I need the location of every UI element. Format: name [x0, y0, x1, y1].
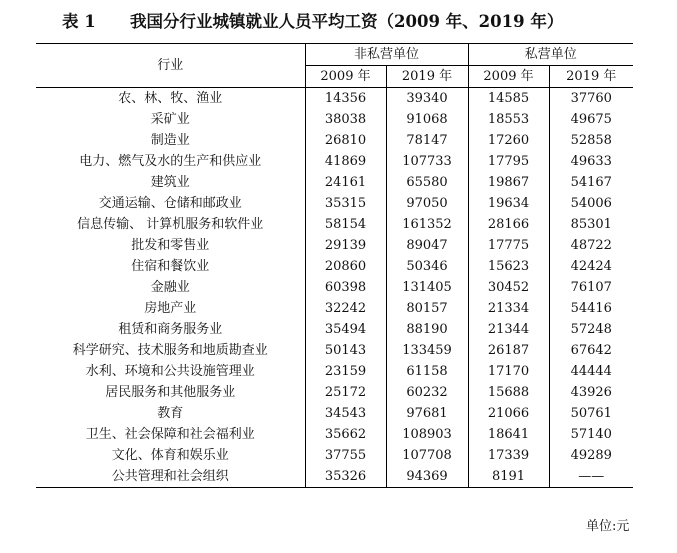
wage-value-cell: 39340 — [386, 88, 468, 110]
wage-value-cell: 21344 — [468, 319, 549, 340]
wage-value-cell: 41869 — [305, 151, 386, 172]
wage-table — [36, 43, 633, 488]
industry-cell: 公共管理和社会组织 — [36, 466, 305, 488]
group-header-nonprivate: 非私营单位 — [305, 44, 468, 66]
wage-value-cell: 91068 — [386, 109, 468, 130]
wage-value-cell: 38038 — [305, 109, 386, 130]
wage-value-cell: 23159 — [305, 361, 386, 382]
wage-value-cell: 19634 — [468, 193, 549, 214]
table-number: 表 1 — [62, 12, 96, 31]
group-header-private: 私营单位 — [468, 44, 633, 66]
table-row — [36, 130, 633, 151]
wage-value-cell: 108903 — [386, 424, 468, 445]
wage-value-cell: 17170 — [468, 361, 549, 382]
wage-value-cell: 58154 — [305, 214, 386, 235]
industry-header: 行业 — [36, 44, 305, 88]
wage-value-cell: 17795 — [468, 151, 549, 172]
wage-value-cell: 35315 — [305, 193, 386, 214]
wage-value-cell: 21066 — [468, 403, 549, 424]
wage-value-cell: 26810 — [305, 130, 386, 151]
table-row — [36, 361, 633, 382]
industry-cell: 租赁和商务服务业 — [36, 319, 305, 340]
industry-cell: 采矿业 — [36, 109, 305, 130]
wage-value-cell: 37755 — [305, 445, 386, 466]
wage-value-cell: 49675 — [570, 112, 612, 127]
year-header: 2019 年 — [549, 66, 633, 88]
year-header: 2009 年 — [305, 66, 386, 88]
wage-value-cell: 161352 — [386, 214, 468, 235]
industry-cell: 金融业 — [36, 277, 305, 298]
table-title — [0, 8, 677, 34]
table-row — [36, 88, 633, 110]
industry-cell: 水利、环境和公共设施管理业 — [36, 361, 305, 382]
wage-value-cell: 50143 — [305, 340, 386, 361]
wage-value-cell: 20860 — [305, 256, 386, 277]
wage-value-cell: 54416 — [570, 301, 612, 316]
table-row — [36, 151, 633, 172]
industry-cell: 电力、燃气及水的生产和供应业 — [36, 151, 305, 172]
industry-cell: 住宿和餐饮业 — [36, 256, 305, 277]
wage-value-cell: 35662 — [305, 424, 386, 445]
wage-value-cell: 14585 — [468, 88, 549, 110]
wage-value-cell: 35494 — [305, 319, 386, 340]
table-caption: 我国分行业城镇就业人员平均工资（2009 年、2019 年） — [130, 12, 564, 31]
table-row — [36, 235, 633, 256]
wage-value-cell: 50761 — [570, 406, 612, 421]
table-body — [36, 88, 633, 488]
year-header: 2009 年 — [468, 66, 549, 88]
table-row — [36, 466, 633, 488]
wage-value-cell: 19867 — [468, 172, 549, 193]
wage-value-cell: 50346 — [386, 256, 468, 277]
table-row — [36, 109, 633, 130]
wage-value-cell: 54006 — [570, 196, 612, 211]
wage-value-cell: 28166 — [468, 214, 549, 235]
wage-value-cell: 88190 — [386, 319, 468, 340]
wage-value-cell: 60232 — [386, 382, 468, 403]
wage-value-cell: 57140 — [570, 427, 612, 442]
wage-value-cell: 25172 — [305, 382, 386, 403]
wage-value-cell: 94369 — [386, 466, 468, 488]
industry-cell: 科学研究、技术服务和地质勘查业 — [36, 340, 305, 361]
wage-value-cell: 8191 — [468, 466, 549, 488]
wage-value-cell: 14356 — [305, 88, 386, 110]
table-row — [36, 214, 633, 235]
wage-value-cell: 49289 — [570, 448, 612, 463]
wage-value-cell: 97050 — [386, 193, 468, 214]
year-header: 2019 年 — [386, 66, 468, 88]
industry-cell: 农、林、牧、渔业 — [36, 88, 305, 110]
table-row — [36, 382, 633, 403]
table-row — [36, 277, 633, 298]
wage-value-cell: 80157 — [386, 298, 468, 319]
wage-value-cell: 24161 — [305, 172, 386, 193]
wage-value-cell: 85301 — [570, 217, 612, 232]
industry-cell: 信息传输、 计算机服务和软件业 — [36, 214, 305, 235]
table-row — [36, 319, 633, 340]
table-row — [36, 256, 633, 277]
wage-value-cell: 15623 — [468, 256, 549, 277]
wage-value-cell: 107708 — [386, 445, 468, 466]
industry-cell: 交通运输、仓储和邮政业 — [36, 193, 305, 214]
wage-value-cell: 29139 — [305, 235, 386, 256]
wage-value-cell: 133459 — [386, 340, 468, 361]
wage-value-cell: 107733 — [386, 151, 468, 172]
wage-value-cell: 49633 — [570, 154, 612, 169]
wage-value-cell: 35326 — [305, 466, 386, 488]
wage-value-cell: 21334 — [468, 298, 549, 319]
industry-cell: 文化、体育和娱乐业 — [36, 445, 305, 466]
table-row — [36, 445, 633, 466]
industry-cell: 居民服务和其他服务业 — [36, 382, 305, 403]
wage-value-cell: 42424 — [570, 259, 612, 274]
wage-value-cell: 76107 — [570, 280, 612, 295]
industry-cell: 批发和零售业 — [36, 235, 305, 256]
wage-value-cell: 89047 — [386, 235, 468, 256]
wage-value-cell: 61158 — [386, 361, 468, 382]
wage-value-cell: 43926 — [570, 385, 612, 400]
wage-value-cell: 18553 — [468, 109, 549, 130]
wage-value-cell: 17775 — [468, 235, 549, 256]
table-row — [36, 172, 633, 193]
wage-value-cell: 17339 — [468, 445, 549, 466]
wage-value-cell: 37760 — [570, 91, 612, 106]
wage-value-cell: 48722 — [570, 238, 612, 253]
wage-value-cell: 44444 — [570, 364, 612, 379]
wage-value-cell: 18641 — [468, 424, 549, 445]
table-row — [36, 193, 633, 214]
wage-value-cell: 15688 — [468, 382, 549, 403]
wage-value-cell: 131405 — [386, 277, 468, 298]
unit-note: 单位:元 — [586, 519, 630, 534]
table-row — [36, 403, 633, 424]
industry-cell: 房地产业 — [36, 298, 305, 319]
industry-cell: 制造业 — [36, 130, 305, 151]
wage-value-cell: 78147 — [386, 130, 468, 151]
wage-value-cell: 30452 — [468, 277, 549, 298]
wage-value-cell: —— — [549, 466, 633, 488]
table-row — [36, 298, 633, 319]
wage-value-cell: 17260 — [468, 130, 549, 151]
industry-cell: 建筑业 — [36, 172, 305, 193]
wage-value-cell: 67642 — [570, 343, 612, 358]
wage-value-cell: 65580 — [386, 172, 468, 193]
wage-value-cell: 97681 — [386, 403, 468, 424]
table-row — [36, 340, 633, 361]
wage-value-cell: 52858 — [570, 133, 612, 148]
wage-value-cell: 26187 — [468, 340, 549, 361]
wage-value-cell: 54167 — [570, 175, 612, 190]
industry-cell: 卫生、社会保障和社会福利业 — [36, 424, 305, 445]
industry-cell: 教育 — [36, 403, 305, 424]
wage-value-cell: 60398 — [305, 277, 386, 298]
wage-value-cell: 57248 — [570, 322, 612, 337]
table-row — [36, 424, 633, 445]
wage-value-cell: 34543 — [305, 403, 386, 424]
wage-value-cell: 32242 — [305, 298, 386, 319]
